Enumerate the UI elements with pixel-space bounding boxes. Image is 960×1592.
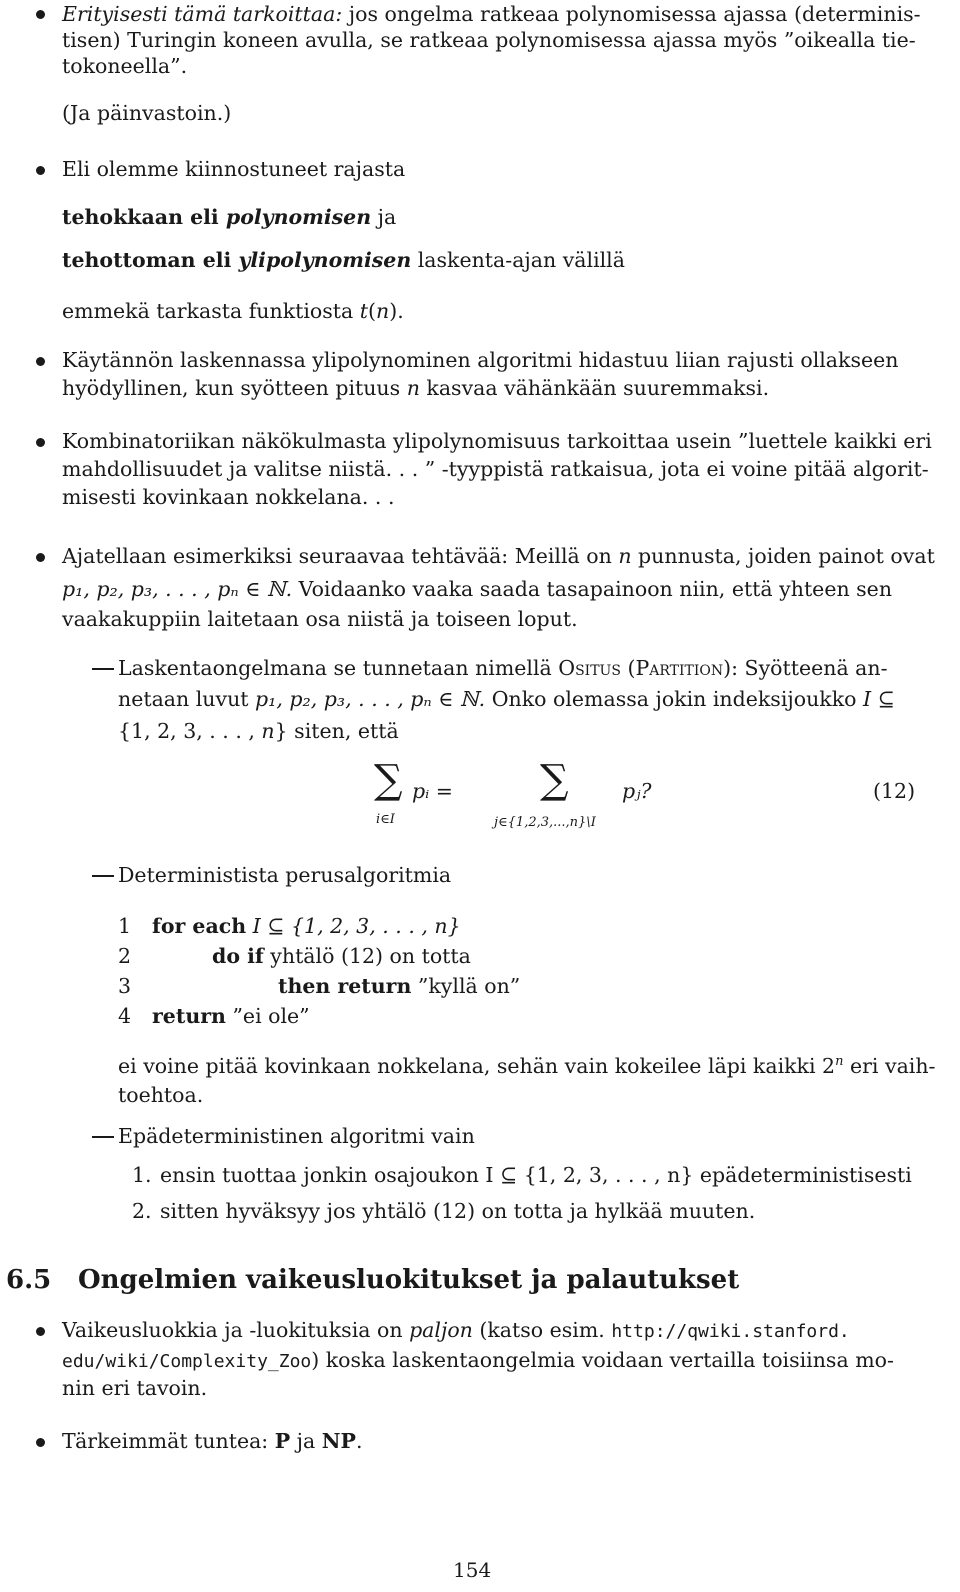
text-line <box>62 1429 362 1453</box>
keyword: return <box>152 1004 226 1028</box>
line-number: 1 <box>118 914 132 938</box>
text-line: Deterministista perusalgoritmia <box>118 863 452 887</box>
bold-italic-text: polynomisen <box>225 205 372 229</box>
math-var: t <box>359 299 369 323</box>
text-run: . <box>355 1429 363 1453</box>
small-caps-text: Ositus <box>558 656 621 680</box>
text-run: ). <box>389 299 404 323</box>
text-run: kasvaa vähänkään suuremmaksi. <box>419 376 770 400</box>
text-line <box>118 656 888 680</box>
text-line: Kombinatoriikan näkökulmasta ylipolynomisuus tarkoittaa usein ”luettele kaikki eri <box>62 429 932 453</box>
text-run: ( <box>620 656 636 680</box>
text-line: Eli olemme kiinnostuneet rajasta <box>62 157 406 181</box>
bullet-marker <box>36 166 45 175</box>
bullet-marker <box>36 357 45 366</box>
url-link[interactable]: edu/wiki/Complexity_Zoo <box>62 1351 312 1372</box>
dash-marker <box>92 875 114 877</box>
text-run: Ajatellaan esimerkiksi seuraavaa tehtävää: Meillä on <box>62 544 619 568</box>
text-line <box>62 248 625 272</box>
algo-line <box>152 914 461 938</box>
emphasis-text: Erityisesti tämä tarkoittaa: <box>62 2 343 26</box>
text-line: tisen) Turingin koneen avulla, se ratkeaa polynomisessa ajassa myös ”oikealla tie- <box>62 28 916 52</box>
text-run: ): Syötteenä an- <box>723 656 888 680</box>
equation-number: (12) <box>873 779 916 803</box>
text-line: (Ja päinvastoin.) <box>62 101 232 125</box>
list-item: sitten hyväksyy jos yhtälö (12) on totta ja hylkää muuten. <box>160 1199 756 1223</box>
text-run: netaan luvut <box>118 687 256 711</box>
text-line <box>62 299 404 323</box>
bullet-marker <box>36 1438 45 1447</box>
algo-line <box>212 944 471 968</box>
summation-symbol: ∑ <box>374 757 403 803</box>
text-run: {1, 2, 3, . . . , <box>118 719 262 743</box>
list-item <box>132 1199 152 1223</box>
text-line: Epädeterministinen algoritmi vain <box>118 1124 475 1148</box>
algo-line <box>118 974 131 998</box>
math-expression: p₁, p₂, p₃, . . . , pₙ ∈ ℕ. <box>255 687 486 711</box>
text-run: yhtälö (12) on totta <box>263 944 471 968</box>
text-run: } siten, että <box>274 719 399 743</box>
keyword: then return <box>278 974 412 998</box>
list-item: ensin tuottaa jonkin osajoukon I ⊆ {1, 2, 3, . . . , n} epädeterministisesti <box>160 1163 912 1187</box>
text-run: Voidaanko vaaka saada tasapainoon niin, että yhteen sen <box>292 577 893 601</box>
text-run: Onko olemassa jokin indeksijoukko <box>485 687 863 711</box>
text-run: (katso esim. <box>472 1318 612 1342</box>
text-run: ei voine pitää kovinkaan nokkelana, sehän vain kokeilee läpi kaikki 2 <box>118 1054 836 1078</box>
math-var: n <box>261 719 275 743</box>
text-line: nin eri tavoin. <box>62 1376 208 1400</box>
math-expression: p₁, p₂, p₃, . . . , pₙ ∈ ℕ. <box>62 577 293 601</box>
item-number: 2. <box>132 1199 152 1223</box>
text-line: Käytännön laskennassa ylipolynominen algoritmi hidastuu liian rajusti ollakseen <box>62 348 899 372</box>
text-run: ⊆ <box>871 687 895 711</box>
equation-rhs: pⱼ? <box>622 779 652 803</box>
bullet-marker <box>36 10 45 19</box>
algo-line <box>278 974 520 998</box>
text-run: ) koska laskentaongelmia voidaan vertailla toisiinsa mo- <box>311 1348 894 1372</box>
line-number: 4 <box>118 1004 132 1028</box>
text-line: misesti kovinkaan nokkelana. . . <box>62 485 395 509</box>
line-number: 3 <box>118 974 132 998</box>
bold-text: tehokkaan eli <box>62 205 226 229</box>
text-line <box>62 1318 850 1344</box>
text-line <box>118 719 399 743</box>
algo-line <box>152 1004 310 1028</box>
text-run: laskenta-ajan välillä <box>411 248 625 272</box>
algo-line <box>118 914 131 938</box>
math-var: I <box>863 687 872 711</box>
text-run: ”ei ole” <box>225 1004 310 1028</box>
equation-lhs: pᵢ = <box>412 779 453 803</box>
text-line <box>62 544 935 568</box>
small-caps-text: Partition <box>635 656 724 680</box>
math-var: n <box>376 299 390 323</box>
text-line <box>62 577 892 601</box>
text-run: eri vaih- <box>843 1054 936 1078</box>
text-run: hyödyllinen, kun syötteen pituus <box>62 376 407 400</box>
line-number: 2 <box>118 944 132 968</box>
emphasis-text: paljon <box>409 1318 473 1342</box>
text-run: I ⊆ {1, 2, 3, . . . , n} <box>246 914 461 938</box>
text-line: mahdollisuudet ja valitse niistä. . . ” -tyyppistä ratkaisua, jota ei voine pitää algorit- <box>62 457 929 481</box>
text-run: ( <box>368 299 377 323</box>
text-run: ja <box>290 1429 322 1453</box>
section-number: 6.5 <box>6 1265 52 1295</box>
summation-index: i∈I <box>376 812 395 827</box>
page-number: 154 <box>453 1558 492 1582</box>
text-line <box>62 376 769 400</box>
complexity-class: NP <box>321 1429 356 1453</box>
text-line: tokoneella”. <box>62 54 188 78</box>
summation-symbol: ∑ <box>540 757 569 803</box>
text-run: punnusta, joiden painot ovat <box>631 544 935 568</box>
text-run: Laskentaongelmana se tunnetaan nimellä <box>118 656 559 680</box>
text-line <box>118 1054 935 1078</box>
text-run: Tärkeimmät tuntea: <box>62 1429 275 1453</box>
url-link[interactable]: http://qwiki.stanford. <box>611 1321 850 1342</box>
algo-line <box>118 1004 131 1028</box>
text-line <box>118 687 895 711</box>
dash-marker <box>92 668 114 670</box>
text-run: emmekä tarkasta funktiosta <box>62 299 360 323</box>
dash-marker <box>92 1136 114 1138</box>
text-line <box>62 1348 894 1374</box>
bullet-marker <box>36 1327 45 1336</box>
list-item <box>132 1163 152 1187</box>
algo-line <box>118 944 131 968</box>
text-run: ja <box>371 205 397 229</box>
text-run: Vaikeusluokkia ja -luokituksia on <box>62 1318 410 1342</box>
keyword: for each <box>152 914 247 938</box>
item-number: 1. <box>132 1163 152 1187</box>
text-line: vaakakuppiin laitetaan osa niistä ja toiseen loput. <box>62 607 578 631</box>
bold-italic-text: ylipolynomisen <box>238 248 412 272</box>
text-line <box>62 2 921 26</box>
text-run: ”kyllä on” <box>411 974 521 998</box>
complexity-class: P <box>274 1429 291 1453</box>
math-var: n <box>835 1054 844 1070</box>
bullet-marker <box>36 438 45 447</box>
text-line: toehtoa. <box>118 1083 204 1107</box>
math-var: n <box>406 376 420 400</box>
bullet-marker <box>36 553 45 562</box>
section-title: Ongelmien vaikeusluokitukset ja palautukset <box>78 1265 740 1295</box>
bold-text: tehottoman eli <box>62 248 239 272</box>
math-var: n <box>618 544 632 568</box>
keyword: do if <box>212 944 264 968</box>
summation-index: j∈{1,2,3,...,n}\I <box>494 815 596 830</box>
text-line <box>62 205 396 229</box>
text-run: jos ongelma ratkeaa polynomisessa ajassa (determinis- <box>342 2 921 26</box>
